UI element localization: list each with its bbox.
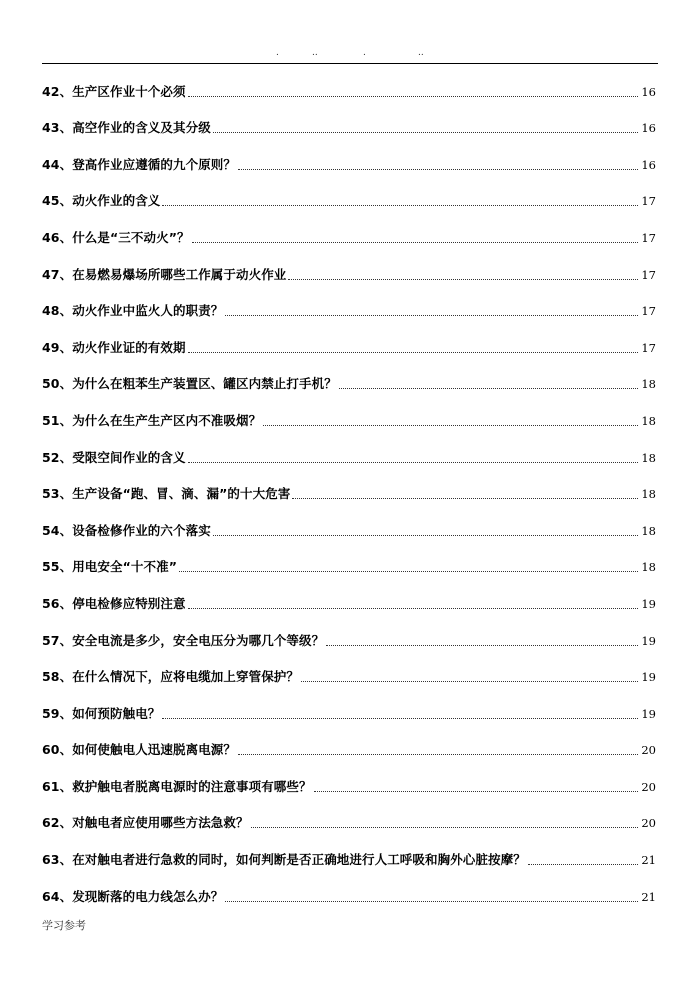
toc-entry[interactable] — [42, 586, 656, 623]
toc-entry-title: 58、在什么情况下，应将电缆加上穿管保护？ — [42, 669, 299, 685]
toc-entry-title: 43、高空作业的含义及其分级 — [42, 120, 211, 136]
toc-entry-page-number: 18 — [641, 560, 656, 575]
dot-leader — [251, 827, 639, 828]
toc-entry-page-number: 17 — [641, 230, 656, 245]
toc-entry-page-number: 19 — [641, 706, 656, 721]
header-mark: . — [363, 48, 366, 58]
toc-entry-title: 57、安全电流是多少，安全电压分为哪几个等级？ — [42, 632, 325, 648]
toc-entry-page-number: 19 — [641, 633, 656, 648]
toc-entry-page-number: 16 — [641, 157, 656, 172]
header-rule — [42, 63, 658, 64]
toc-entry-page-number: 20 — [641, 743, 656, 758]
toc-entry-page-number: 18 — [641, 450, 656, 465]
toc-entry-title: 56、停电检修应特别注意 — [42, 595, 186, 611]
dot-leader — [528, 864, 639, 865]
dot-leader — [238, 169, 638, 170]
toc-entry[interactable] — [42, 879, 656, 916]
toc-entry[interactable] — [42, 660, 656, 697]
toc-entry[interactable] — [42, 147, 656, 184]
toc-entry-title: 53、生产设备“跑、冒、滴、漏”的十大危害 — [42, 486, 291, 502]
toc-entry-title: 60、如何使触电人迅速脱离电源？ — [42, 742, 236, 758]
dot-leader — [162, 718, 638, 719]
toc-entry[interactable] — [42, 623, 656, 660]
toc-entry[interactable] — [42, 513, 656, 550]
toc-entry-title: 54、设备检修作业的六个落实 — [42, 522, 211, 538]
dot-leader — [292, 498, 638, 499]
table-of-contents — [42, 74, 656, 916]
toc-entry-title: 62、对触电者应使用哪些方法急救？ — [42, 815, 249, 831]
toc-entry-title: 55、用电安全“十不准” — [42, 559, 178, 575]
toc-entry[interactable] — [42, 220, 656, 257]
toc-entry[interactable] — [42, 257, 656, 294]
toc-entry[interactable] — [42, 184, 656, 221]
toc-entry[interactable] — [42, 550, 656, 587]
toc-entry-title: 45、动火作业的含义 — [42, 193, 161, 209]
toc-entry-title: 47、在易燃易爆场所哪些工作属于动火作业 — [42, 266, 287, 282]
toc-entry-page-number: 17 — [641, 267, 656, 282]
toc-entry[interactable] — [42, 769, 656, 806]
toc-entry-title: 61、救护触电者脱离电源时的注意事项有哪些？ — [42, 778, 312, 794]
dot-leader — [225, 315, 638, 316]
toc-entry-page-number: 20 — [641, 816, 656, 831]
toc-entry-title: 50、为什么在粗苯生产装置区、罐区内禁止打手机？ — [42, 376, 337, 392]
toc-entry[interactable] — [42, 330, 656, 367]
toc-entry-title: 63、在对触电者进行急救的同时，如何判断是否正确地进行人工呼吸和胸外心脏按摩？ — [42, 852, 526, 868]
toc-entry[interactable] — [42, 696, 656, 733]
toc-entry-page-number: 16 — [641, 121, 656, 136]
dot-leader — [288, 279, 638, 280]
toc-entry[interactable] — [42, 74, 656, 111]
dot-leader — [213, 535, 639, 536]
toc-entry-page-number: 18 — [641, 523, 656, 538]
page-footer: 学习参考 — [42, 919, 86, 932]
toc-entry-page-number: 19 — [641, 596, 656, 611]
toc-entry-title: 51、为什么在生产生产区内不准吸烟？ — [42, 412, 262, 428]
dot-leader — [263, 425, 638, 426]
toc-entry-page-number: 21 — [641, 889, 656, 904]
toc-entry-page-number: 20 — [641, 779, 656, 794]
dot-leader — [326, 645, 638, 646]
toc-entry[interactable] — [42, 111, 656, 148]
dot-leader — [339, 388, 639, 389]
toc-entry[interactable] — [42, 367, 656, 404]
toc-entry-page-number: 16 — [641, 84, 656, 99]
header-mark: . — [276, 48, 279, 58]
dot-leader — [301, 681, 638, 682]
dot-leader — [188, 352, 639, 353]
toc-entry[interactable] — [42, 440, 656, 477]
header-mark: .. — [312, 48, 318, 58]
dot-leader — [188, 462, 639, 463]
toc-entry[interactable] — [42, 733, 656, 770]
toc-entry-title: 44、登高作业应遵循的九个原则？ — [42, 156, 236, 172]
toc-entry-title: 59、如何预防触电？ — [42, 705, 161, 721]
page-header-marks — [0, 48, 700, 62]
toc-entry-title: 48、动火作业中监火人的职责？ — [42, 303, 224, 319]
toc-entry[interactable] — [42, 403, 656, 440]
header-mark: .. — [418, 48, 424, 58]
dot-leader — [238, 754, 638, 755]
toc-entry-page-number: 19 — [641, 670, 656, 685]
toc-entry-page-number: 21 — [641, 853, 656, 868]
toc-entry-title: 49、动火作业证的有效期 — [42, 339, 186, 355]
dot-leader — [213, 132, 639, 133]
dot-leader — [314, 791, 639, 792]
dot-leader — [162, 205, 638, 206]
toc-entry-page-number: 17 — [641, 304, 656, 319]
toc-entry-page-number: 17 — [641, 194, 656, 209]
toc-entry[interactable] — [42, 842, 656, 879]
toc-entry-page-number: 17 — [641, 340, 656, 355]
toc-entry-title: 46、什么是“三不动火”？ — [42, 229, 190, 245]
toc-entry-title: 52、受限空间作业的含义 — [42, 449, 186, 465]
dot-leader — [179, 571, 638, 572]
toc-entry-page-number: 18 — [641, 413, 656, 428]
dot-leader — [225, 901, 638, 902]
toc-entry-title: 42、生产区作业十个必须 — [42, 83, 186, 99]
toc-entry-page-number: 18 — [641, 487, 656, 502]
toc-entry-page-number: 18 — [641, 377, 656, 392]
dot-leader — [192, 242, 639, 243]
toc-entry[interactable] — [42, 806, 656, 843]
dot-leader — [188, 96, 639, 97]
toc-entry-title: 64、发现断落的电力线怎么办？ — [42, 888, 224, 904]
toc-entry[interactable] — [42, 477, 656, 514]
toc-entry[interactable] — [42, 294, 656, 331]
dot-leader — [188, 608, 639, 609]
